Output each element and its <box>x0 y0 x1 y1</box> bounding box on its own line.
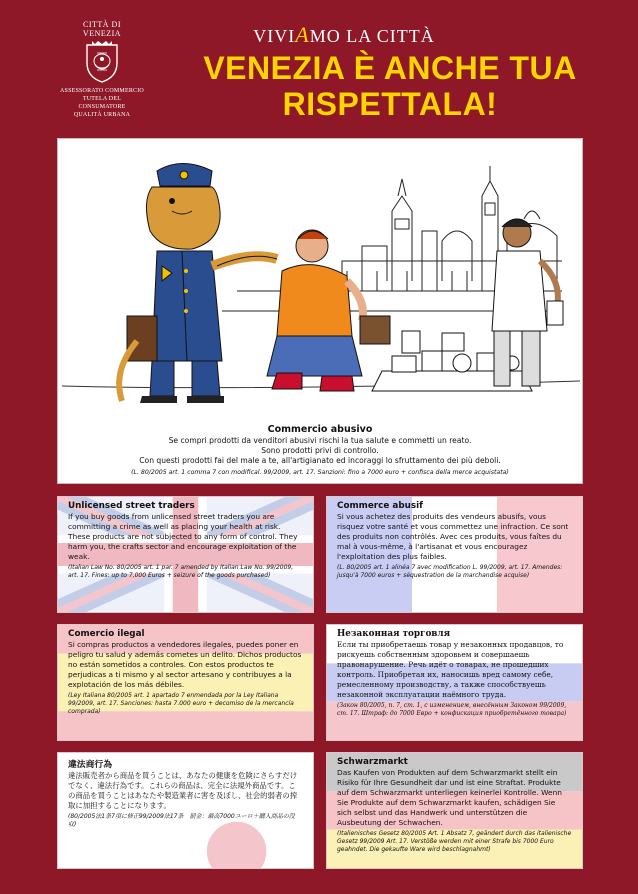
tagline-pre: VIVI <box>253 26 296 46</box>
logo-dept-line: TUTELA DEL CONSUMATORE <box>78 96 126 110</box>
card-body: If you buy goods from unlicensed street traders you are committing a crime as well as placing your health at risk. These products are not subjected to any form of control. They harm you, the crafts sector and encourage exploitation of the weak. <box>68 512 298 561</box>
card-spanish <box>57 624 314 741</box>
tagline-post: MO LA CITTÀ <box>309 26 435 46</box>
main-notice <box>66 424 574 478</box>
card-russian <box>326 624 583 741</box>
card-law: (80/2005法1条7項に修正99/2009法17条 罰金：最高7000ユーロ＋購入商品の没収) <box>68 813 295 828</box>
card-law: (Italian Law No. 80/2005 art. 1 par. 7 amended by Italian Law No. 99/2009, art. 17. Fines: up to 7,000 Euros + seizure of the goods purchased) <box>68 564 294 579</box>
card-law: (Ley Italiana 80/2005 art. 1 apartado 7 enmendada por la Ley Italiana 99/2009, art. 17. Sanciones: hasta 7.000 euro + decomiso de la mercancía comprada) <box>68 692 294 715</box>
card-heading: Unlicensed street traders <box>68 501 195 511</box>
main-law: (L. 80/2005 art. 1 comma 7 con modifical. 99/2009, art. 17. Sanzioni: fino a 7000 euro + confisca della merce acquistata) <box>131 469 509 476</box>
card-english <box>57 496 314 613</box>
logo-city-line: CITTÀ DI <box>83 20 121 29</box>
card-law: (Закон 80/2005, п. 7, ст. 1, с изменением, внесённым Законом 99/2009, ст. 17. Штраф: до 7000 Евро + конфискация приобретённого товара) <box>337 702 567 717</box>
card-body: Si compras productos a vendedores ilegales, puedes poner en peligro tu salud y además cometes un delito. Dichos productos no están sometidos a controles. Con estos productos te perjudicas a ti mismo y al sector artesano y contribuyes a la explotación de los más débiles. <box>68 640 302 689</box>
card-heading: Commerce abusif <box>337 501 423 511</box>
main-line: Con questi prodotti fai del male a te, all'artigianato ed incoraggi lo sfruttamento dei più deboli. <box>139 456 501 465</box>
title-line-2: RISPETTALA! <box>282 86 498 122</box>
cartoon-illustration <box>62 141 580 417</box>
logo-dept-line: ASSESSORATO COMMERCIO <box>60 88 144 94</box>
main-panel <box>57 138 583 484</box>
page-title <box>130 50 638 122</box>
card-body: 違法販売者から商品を買うことは、あなたの健康を危険にさらすだけでなく、違法行為です。これらの商品は、完全に法規外商品です。この商品を買うことはあなたや製造業者に害を及ぼし、社会的弱者の搾取に加担することになります。 <box>68 771 298 810</box>
main-line: Se compri prodotti da venditori abusivi rischi la tua salute e commetti un reato. <box>168 436 472 445</box>
tagline <box>0 22 638 48</box>
main-line: Sono prodotti privi di controllo. <box>261 446 379 455</box>
main-heading: Commercio abusivo <box>267 424 373 435</box>
card-law: (L. 80/2005 art. 1 alinéa 7 avec modification L. 99/2009, art. 17. Amendes: jusqu'à 7000 euros + séquestration de la marchandise acquise) <box>337 564 563 579</box>
logo-dept-line: QUALITÀ URBANA <box>73 112 131 118</box>
card-heading: Незаконная торговля <box>337 629 451 639</box>
tagline-accent: A <box>295 22 310 47</box>
card-body: Das Kaufen von Produkten auf dem Schwarzmarkt stellt ein Risiko für Ihre Gesundheit dar und ist eine Straftat. Produkte auf dem Schwarzmarkt unterliegen keinerlei Kontrolle. Wenn Sie Produkte auf dem Schwarzmarkt kaufen, schädigen Sie sich selbst und das Handwerk und unterstützen die Ausbeutung der Schwachen. <box>337 768 562 827</box>
logo-city-line: VENEZIA <box>82 29 122 38</box>
card-body: Si vous achetez des produits des vendeurs abusifs, vous risquez votre santé et vous commettez une infraction. Ce sont des produits non contrôlés. Avec ces produits, vous faîtes du mal à vous-même, à l'artisanat et vous encouragez l'exploitation des plus faibles. <box>337 512 569 561</box>
card-law: (Italienisches Gesetz 80/2005 Art. 1 Absatz 7, geändert durch das italienische Gesetz 99/2009 Art. 17. Verstöße werden mit einer Strafe bis 7000 Euro geahndet. Die gekaufte Ware wird beschlagnahmt) <box>337 830 572 853</box>
card-japanese <box>57 752 314 869</box>
card-german <box>326 752 583 869</box>
card-heading: 違法商行為 <box>68 760 112 770</box>
card-body: Если ты приобретаешь товар у незаконных продавцов, то рискуешь собственным здоровьем и совершаешь правонарушение. Речь идёт о товарах, не прошедших контроль. Приобретая их, наносишь вред самому себе, ремесленному производству, а также способствуешь незаконной эксплуатации наёмного труда. <box>337 640 564 699</box>
card-heading: Comercio ilegal <box>68 629 145 639</box>
title-line-1: VENEZIA È ANCHE TUA <box>203 50 577 86</box>
card-heading: Schwarzmarkt <box>337 757 408 767</box>
card-french <box>326 496 583 613</box>
